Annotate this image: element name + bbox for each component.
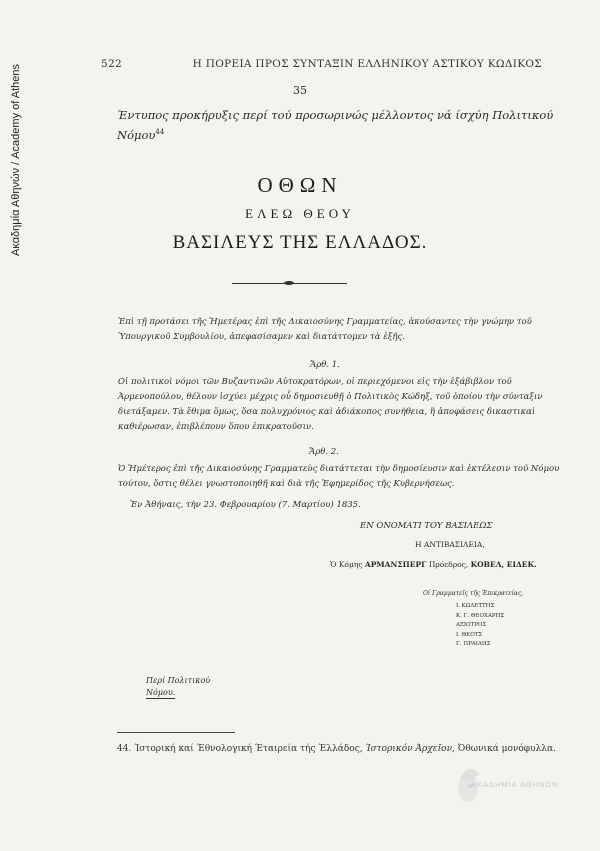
- secretaries-list: [456, 602, 504, 650]
- page-number: 522: [101, 58, 122, 70]
- secretary-name: ΑΞΙΟΤΡΟΣ: [456, 622, 487, 628]
- signature-prefix: Ὁ Κόμης: [330, 560, 363, 569]
- decree-date: Ἐν Ἀθήναις, τὴν 23. Φεβρουαρίου (7. Μαρτίου) 1835.: [130, 500, 361, 510]
- article-2-text: Ὁ Ἡμέτερος ἐπὶ τῆς Δικαιοσύνης Γραμματεὺς διατάττεται τὴν δημοσίευσιν καὶ ἐκτέλεσιν τοῦ Νόμου τούτου, ὅστις θέλει γνωστοποιηθῆ καὶ διὰ τῆς Ἐφημερίδος τῆς Κυβερνήσεως.: [118, 464, 560, 489]
- signature-regency: Η ΑΝΤΙΒΑΣΙΛΕΙΑ,: [415, 540, 485, 549]
- decree-preamble: Ἐπὶ τῇ προτάσει τῆς Ἡμετέρας ἐπὶ τῆς Δικαιοσύνης Γραμματείας, ἀκούσαντες τὴν γνώμην τοῦ Ὑπουργικοῦ Συμβουλίου, ἀπεφασίσαμεν καὶ διατάττομεν τὰ ἑξῆς.: [118, 317, 532, 342]
- signature-others: ΚΟΒΕΛ, ΕΙΔΕΚ.: [470, 560, 537, 569]
- decree-king-name: ΟΘΩΝ: [257, 173, 343, 197]
- footnote: [117, 742, 562, 756]
- secretaries-title: Οἱ Γραμματεῖς τῆς Ἐπικρατείας,: [423, 590, 524, 597]
- footnote-divider: [117, 732, 235, 733]
- footnote-reference: 44: [155, 128, 165, 136]
- footnote-text-2: Ίστορικόν Άρχεῖον,: [365, 744, 455, 754]
- article-1-heading: Ἄρθ. 1.: [310, 360, 340, 370]
- footnote-text-1: Ίστορική καί Έθνολογική Έταιρεία τής Έλλάδος,: [134, 744, 363, 754]
- article-1-text: Οἱ πολιτικοὶ νόμοι τῶν Βυζαντινῶν Αὐτοκρατόρων, οἱ περιεχόμενοι εἰς τὴν ἑξάβιβλον τοῦ Ἀρμενοπούλου, θέλουν ἰσχύει μέχρις οὗ δημοσιευθῇ ὁ Πολιτικὸς Κώδηξ, τοῦ ὁποίου τὴν σύνταξιν διετάξαμεν. Τὰ ἔθιμα ὅμως, ὅσα πολυχρόνιος καὶ ἀδιάκοπος συνήθεια, ἢ ἀποφάσεις δικαστικαὶ καθιέρωσαν, ἐπιβλέπουν ὅπου ἐπικρατοῦσιν.: [118, 377, 543, 432]
- signature-role: Πρόεδρος,: [428, 560, 469, 569]
- footnote-text-3: Όθωνικά μονόφυλλα.: [457, 744, 556, 754]
- footnote-marker: 44.: [117, 744, 132, 754]
- secretary-name: Γ. ΠΡΑΙΔΗΣ: [456, 641, 491, 647]
- running-header: [101, 58, 542, 70]
- article-2-heading: Ἄρθ. 2.: [309, 447, 339, 457]
- secretary-name: Κ. Γ. ΘΕΟΧΑΡΗΣ: [456, 612, 505, 619]
- decree-grace-line: ΕΛΕΩ ΘΕΟΥ: [245, 206, 355, 221]
- margin-note-line-2-text: Νόμου.: [146, 688, 176, 697]
- signature-regents: [330, 560, 537, 569]
- secretary-name: Ι. ΘΕΟΤΣ: [456, 631, 483, 638]
- decree-king-title: ΒΑΣΙΛΕΥΣ ΤΗΣ ΕΛΛΑΔΟΣ.: [172, 232, 428, 253]
- running-title: Η ΠΟΡΕΙΑ ΠΡΟΣ ΣΥΝΤΑΞΙΝ ΕΛΛΗΝΙΚΟΥ ΑΣΤΙΚΟΥ ΚΩΔΙΚΟΣ: [192, 58, 542, 70]
- signature-count-name: ΑΡΜΑΝΣΠΕΡΓ: [364, 560, 427, 569]
- archive-attribution-label: Ακαδημία Αθηνών / Academy of Athens: [10, 63, 23, 257]
- document-number: 35: [293, 84, 307, 97]
- ornamental-rule: [232, 283, 347, 284]
- margin-note-line-2: [146, 687, 210, 699]
- watermark-label: ΑΚΑΔΗΜΙΑ ΑΘΗΝΩΝ: [471, 780, 559, 789]
- archive-attribution: [6, 20, 26, 300]
- document-title: [117, 107, 557, 144]
- secretary-name: Ι. ΚΩΛΕΤΤΗΣ: [456, 603, 495, 609]
- signature-in-name-of-king: ΕΝ ΟΝΟΜΑΤΙ ΤΟΥ ΒΑΣΙΛΕΩΣ: [360, 521, 493, 531]
- margin-note-line-1: Περί Πολιτικού: [146, 676, 211, 685]
- handwritten-margin-note: [146, 675, 210, 699]
- document-title-text: Έντυπος προκήρυξις περί τού προσωρινώς μέλλοντος νά ίσχύη Πολιτικού Νόμου: [117, 108, 554, 142]
